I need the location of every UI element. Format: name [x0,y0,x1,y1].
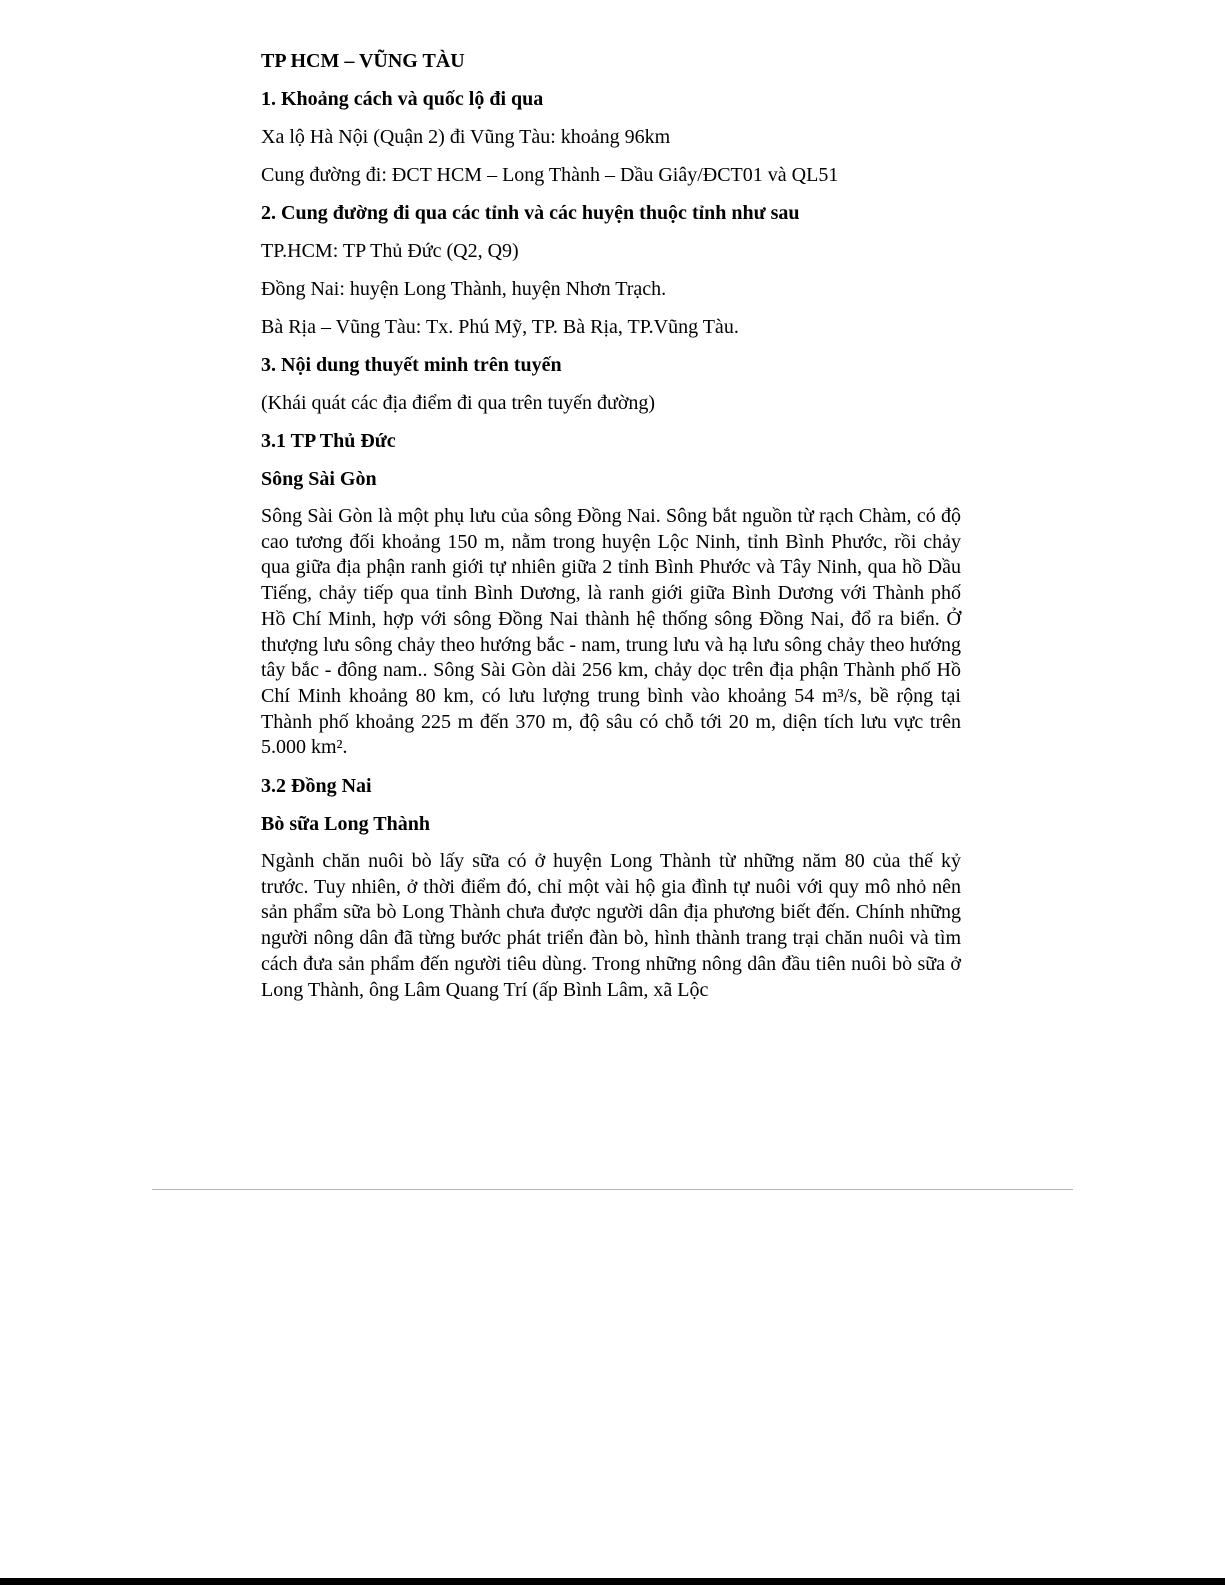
section-2-heading: 2. Cung đường đi qua các tỉnh và các huyện thuộc tỉnh như sau [261,202,800,224]
section-3-1-heading: 3.1 TP Thủ Đức [261,430,396,452]
province-ba-ria-line: Bà Rịa – Vũng Tàu: Tx. Phú Mỹ, TP. Bà Rịa, TP.Vũng Tàu. [261,316,739,338]
distance-line: Xa lộ Hà Nội (Quận 2) đi Vũng Tàu: khoảng 96km [261,126,671,148]
dairy-subheading: Bò sữa Long Thành [261,813,430,836]
province-dong-nai-line: Đồng Nai: huyện Long Thành, huyện Nhơn Trạch. [261,278,667,300]
saigon-river-paragraph: Sông Sài Gòn là một phụ lưu của sông Đồng Nai. Sông bắt nguồn từ rạch Chàm, có độ cao tương đối khoảng 150 m, nằm trong huyện Lộc Ninh, tỉnh Bình Phước, rồi chảy qua giữa địa phận ranh giới tự nhiên giữa 2 tỉnh Bình Phước và Tây Ninh, qua hồ Dầu Tiếng, chảy tiếp qua tỉnh Bình Dương, là ranh giới giữa Bình Dương với Thành phố Hồ Chí Minh, hợp với sông Đồng Nai thành hệ thống sông Đồng Nai, đổ ra biển. Ở thượng lưu sông chảy theo hướng bắc - nam, trung lưu và hạ lưu sông chảy theo hướng tây bắc - đông nam.. Sông Sài Gòn dài 256 km, chảy dọc trên địa phận Thành phố Hồ Chí Minh khoảng 80 km, có lưu lượng trung bình vào khoảng 54 m³/s, bề rộng tại Thành phố khoảng 225 m đến 370 m, độ sâu có chỗ tới 20 m, diện tích lưu vực trên 5.000 km². [261,505,961,759]
route-line: Cung đường đi: ĐCT HCM – Long Thành – Dầu Giây/ĐCT01 và QL51 [261,164,839,186]
document-title: TP HCM – VŨNG TÀU [261,50,465,72]
section-3-heading: 3. Nội dung thuyết minh trên tuyến [261,354,562,376]
page-divider [152,1189,1073,1190]
dairy-paragraph: Ngành chăn nuôi bò lấy sữa có ở huyện Long Thành từ những năm 80 của thế kỷ trước. Tuy nhiên, ở thời điểm đó, chỉ một vài hộ gia đình tự nuôi với quy mô nhỏ nên sản phẩm sữa bò Long Thành chưa được người dân địa phương biết đến. Chính những người nông dân đã từng bước phát triển đàn bò, hình thành trang trại chăn nuôi và tìm cách đưa sản phẩm đến người tiêu dùng. Trong những nông dân đầu tiên nuôi bò sữa ở Long Thành, ông Lâm Quang Trí (ấp Bình Lâm, xã Lộc [261,850,961,1001]
province-hcm-line: TP.HCM: TP Thủ Đức (Q2, Q9) [261,240,519,262]
saigon-river-subheading: Sông Sài Gòn [261,468,377,490]
section-3-2-heading: 3.2 Đồng Nai [261,775,372,798]
document-body [261,48,961,1015]
section-1-heading: 1. Khoảng cách và quốc lộ đi qua [261,88,544,110]
bottom-edge-bar [0,1578,1225,1585]
section-3-note: (Khái quát các địa điểm đi qua trên tuyến đường) [261,392,656,414]
